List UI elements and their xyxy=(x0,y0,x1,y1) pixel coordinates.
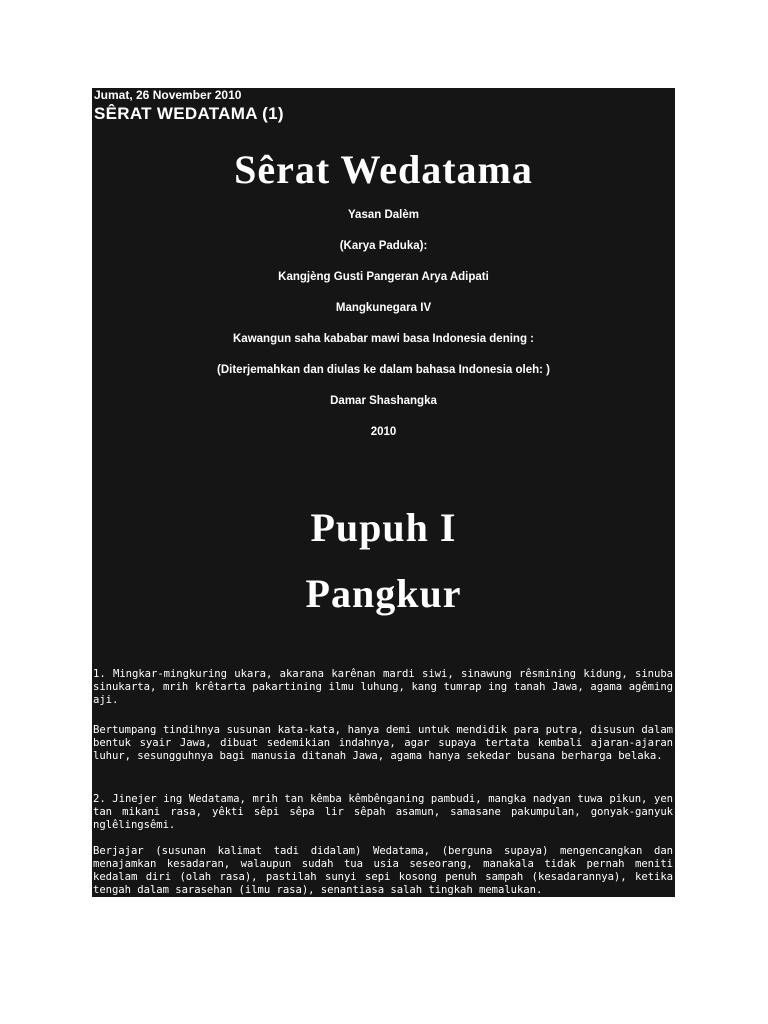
credit-line: Kawangun saha kababar mawi basa Indonesia dening : xyxy=(233,333,534,345)
document-page xyxy=(92,88,675,897)
credit-line: Damar Shashangka xyxy=(330,395,437,407)
credit-line: Yasan Dalèm xyxy=(348,209,419,221)
section-title: Pupuh I xyxy=(310,505,457,550)
credit-line: (Diterjemahkan dan diulas ke dalam bahasa Indonesia oleh: ) xyxy=(217,364,550,376)
main-title: Sêrat Wedatama xyxy=(234,147,533,192)
credit-line: Kangjèng Gusti Pangeran Arya Adipati xyxy=(278,271,489,283)
post-date: Jumat, 26 November 2010 xyxy=(94,88,242,102)
credit-line: 2010 xyxy=(370,426,397,438)
stanza-paragraph: 2. Jinejer ing Wedatama, mrih tan kêmba kêmbênganing pambudi, mangka nadyan tuwa pikun, yen tan mikani rasa, yêkti sêpi sêpa lir sêpah asamun, samasane pakumpulan, gonyak-ganyuk nglêlingsêmi. xyxy=(93,793,673,831)
credit-line: (Karya Paduka): xyxy=(339,240,428,252)
section-subtitle: Pangkur xyxy=(305,571,462,616)
credit-line: Mangkunegara IV xyxy=(335,302,432,314)
translation-paragraph: Bertumpang tindihnya susunan kata-kata, hanya demi untuk mendidik para putra, disusun dalam bentuk syair Jawa, dibuat sedemikian indahnya, agar supaya tertata kembali ajaran-ajaran luhur, sesungguhnya bagi manusia ditanah Jawa, agama hanya sekedar busana berharga belaka. xyxy=(93,724,673,762)
translation-paragraph: Berjajar (susunan kalimat tadi didalam) Wedatama, (berguna supaya) mengencangkan dan menajamkan kesadaran, walaupun sudah tua usia seseorang, manakala tidak pernah meniti kedalam diri (olah rasa), pastilah sunyi sepi kosong penuh sampah (kesadarannya), ketika tengah dalam sarasehan (ilmu rasa), senantiasa salah tingkah memalukan. xyxy=(93,845,673,896)
post-title: SÊRAT WEDATAMA (1) xyxy=(94,104,284,123)
stanza-paragraph: 1. Mingkar-mingkuring ukara, akarana karênan mardi siwi, sinawung rêsmining kidung, sinuba sinukarta, mrih krêtarta pakartining ilmu luhung, kang tumrap ing tanah Jawa, agama agêming aji. xyxy=(93,668,673,706)
